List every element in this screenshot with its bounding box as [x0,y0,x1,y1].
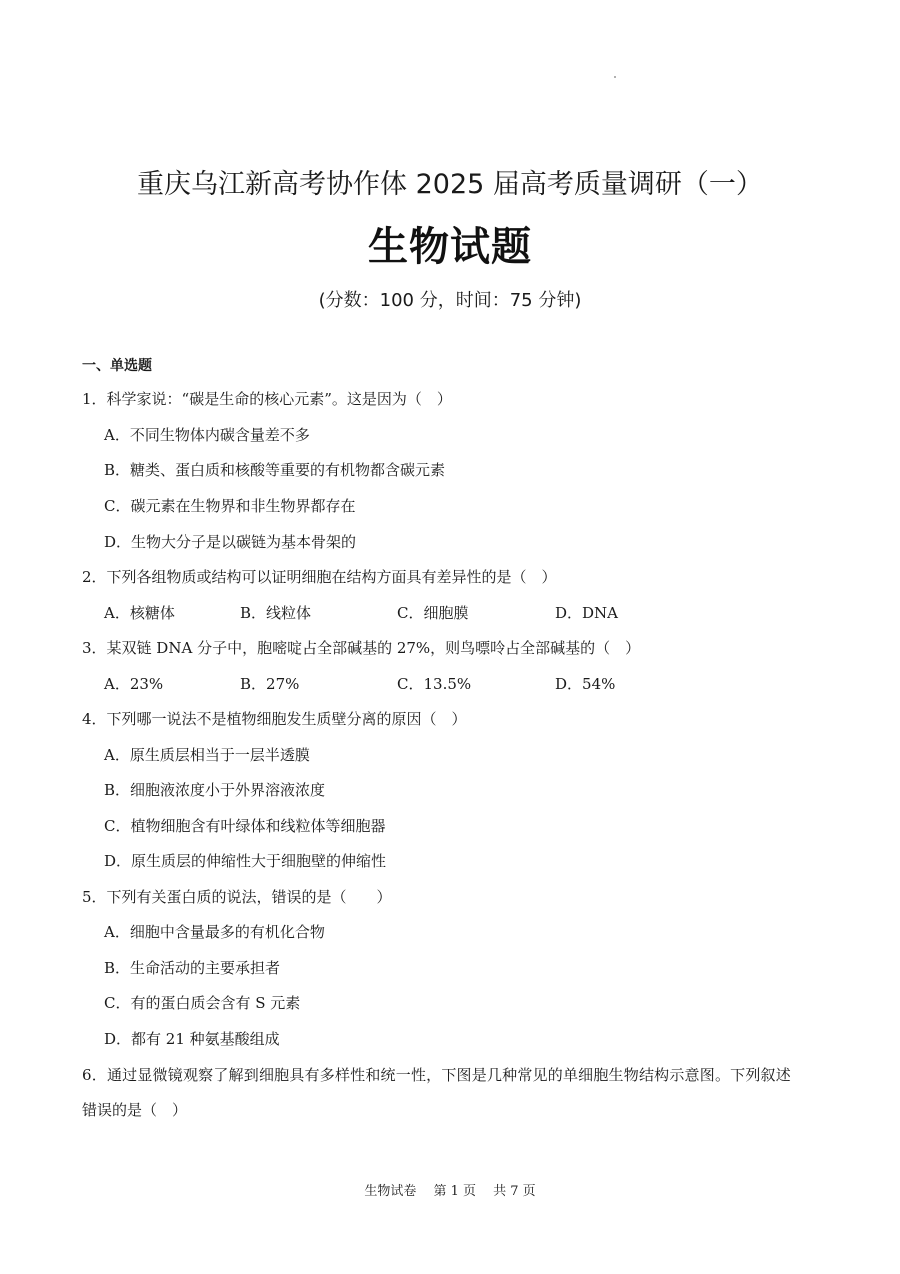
question-5-option-d: D．都有 21 种氨基酸组成 [104,1030,280,1048]
question-3-option-c: C．13.5% [397,675,472,693]
question-2-stem: 2．下列各组物质或结构可以证明细胞在结构方面具有差异性的是（ ） [82,568,557,586]
question-1-option-b: B．糖类、蛋白质和核酸等重要的有机物都含碳元素 [104,461,446,479]
exam-score-time: (分数：100 分，时间：75 分钟) [318,290,582,311]
question-3-stem: 3．某双链 DNA 分子中，胞嘧啶占全部碱基的 27%，则鸟嘌呤占全部碱基的（ ） [82,639,641,657]
scan-speck [614,76,616,78]
question-3-option-b: B．27% [240,675,300,693]
question-1-stem: 1．科学家说：“碳是生命的核心元素”。这是因为（ ） [82,390,452,408]
question-6-stem-line-1: 6．通过显微镜观察了解到细胞具有多样性和统一性，下图是几种常见的单细胞生物结构示意图。下列叙述 [82,1066,791,1084]
question-4-stem: 4．下列哪一说法不是植物细胞发生质壁分离的原因（ ） [82,710,467,728]
question-5-option-c: C．有的蛋白质会含有 S 元素 [104,994,301,1012]
question-1-option-c: C．碳元素在生物界和非生物界都存在 [104,497,356,515]
question-1-option-a: A．不同生物体内碳含量差不多 [104,426,310,444]
question-4-option-a: A．原生质层相当于一层半透膜 [104,746,310,764]
question-5-option-a: A．细胞中含量最多的有机化合物 [104,923,325,941]
question-2-option-b: B．线粒体 [240,604,312,622]
question-5-stem: 5．下列有关蛋白质的说法，错误的是（ ） [82,888,392,906]
question-4-option-c: C．植物细胞含有叶绿体和线粒体等细胞器 [104,817,386,835]
question-5-option-b: B．生命活动的主要承担者 [104,959,281,977]
question-4-option-b: B．细胞液浓度小于外界溶液浓度 [104,781,326,799]
question-1-option-d: D．生物大分子是以碳链为基本骨架的 [104,533,357,551]
question-2-option-c: C．细胞膜 [397,604,469,622]
question-2-option-d: D．DNA [555,604,619,622]
page-footer: 生物试卷 第 1 页 共 7 页 [364,1184,536,1199]
exam-header-title: 重庆乌江新高考协作体 2025 届高考质量调研（一） [137,169,763,200]
question-6-stem-line-2: 错误的是（ ） [82,1101,188,1119]
question-4-option-d: D．原生质层的伸缩性大于细胞壁的伸缩性 [104,852,387,870]
exam-subject-title: 生物试题 [368,224,532,270]
question-3-option-d: D．54% [555,675,616,693]
question-2-option-a: A．核糖体 [104,604,175,622]
section-heading: 一、单选题 [82,358,152,374]
question-3-option-a: A．23% [104,675,164,693]
